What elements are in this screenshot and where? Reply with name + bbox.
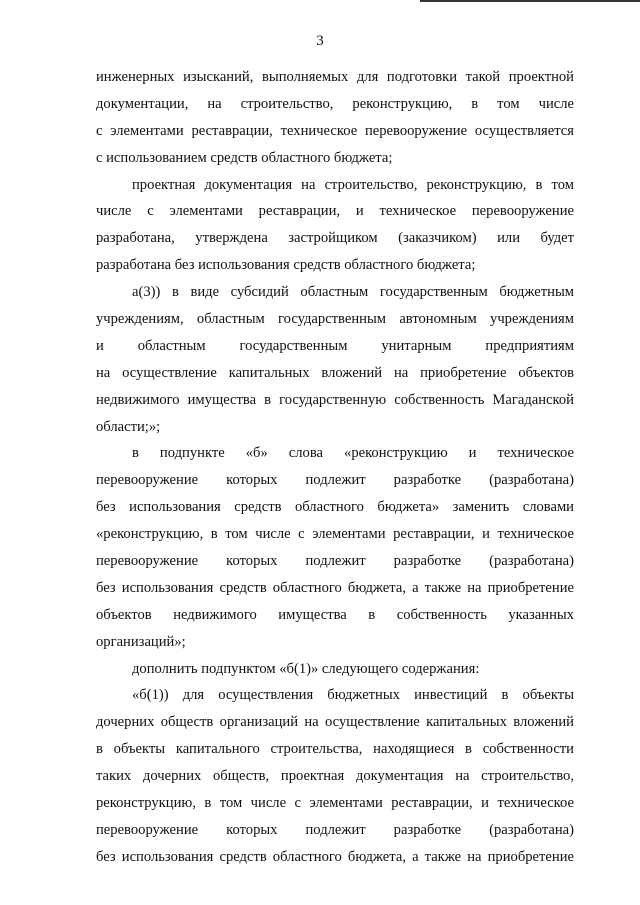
text-line: области;»; [96, 418, 161, 435]
text-line: документации, на строительство, реконструкцию, в том числе [96, 95, 574, 112]
text-line: числе с элементами реставрации, и техническое перевооружение [96, 203, 574, 220]
text-line: дочерних обществ организаций на осуществление капитальных вложений [96, 714, 574, 731]
paragraph [96, 172, 574, 280]
page-number: 3 [316, 33, 324, 49]
paragraph [96, 682, 574, 870]
text-line: инженерных изысканий, выполняемых для подготовки такой проектной [96, 69, 574, 85]
text-line: реконструкцию, в том числе с элементами реставрации, и техническое [96, 795, 574, 812]
text-line: без использования средств областного бюджета, а также на приобретение [96, 579, 574, 596]
text-line: без использования средств областного бюджета» заменить словами [96, 499, 574, 516]
top-edge-rule [420, 0, 640, 2]
text-line: с использованием средств областного бюджета; [96, 149, 393, 166]
text-line: перевооружение которых подлежит разработке (разработана) [96, 821, 574, 838]
text-line: недвижимого имущества в государственную собственность Магаданской [96, 391, 574, 408]
text-line: разработана, утверждена застройщиком (заказчиком) или будет [96, 230, 574, 247]
text-line: разработана без использования средств областного бюджета; [96, 257, 476, 274]
paragraph [96, 279, 574, 440]
paragraph [96, 64, 574, 172]
text-line: таких дочерних обществ, проектная документация на строительство, [96, 768, 574, 785]
text-line: и областным государственным унитарным предприятиям [96, 337, 574, 354]
document-body [96, 64, 574, 871]
text-line: на осуществление капитальных вложений на приобретение объектов [96, 364, 574, 381]
paragraph [96, 440, 574, 655]
text-line: организаций»; [96, 633, 186, 650]
text-line: проектная документация на строительство, реконструкцию, в том [132, 176, 574, 193]
text-line: без использования средств областного бюджета, а также на приобретение [96, 848, 574, 865]
text-line: а(3)) в виде субсидий областным государственным бюджетным [132, 284, 574, 301]
text-line: дополнить подпунктом «б(1)» следующего содержания: [132, 660, 480, 677]
paragraph [96, 656, 574, 683]
text-line: в объекты капитального строительства, находящиеся в собственности [96, 741, 574, 758]
text-line: «реконструкцию, в том числе с элементами реставрации, и техническое [96, 526, 574, 543]
text-line: в подпункте «б» слова «реконструкцию и техническое [132, 445, 574, 462]
text-line: объектов недвижимого имущества в собственность указанных [96, 606, 574, 623]
text-line: «б(1)) для осуществления бюджетных инвестиций в объекты [132, 687, 574, 704]
text-line: с элементами реставрации, техническое перевооружение осуществляется [96, 122, 574, 139]
text-line: перевооружение которых подлежит разработке (разработана) [96, 553, 574, 570]
text-line: учреждениям, областным государственным автономным учреждениям [96, 311, 574, 328]
text-line: перевооружение которых подлежит разработке (разработана) [96, 472, 574, 489]
